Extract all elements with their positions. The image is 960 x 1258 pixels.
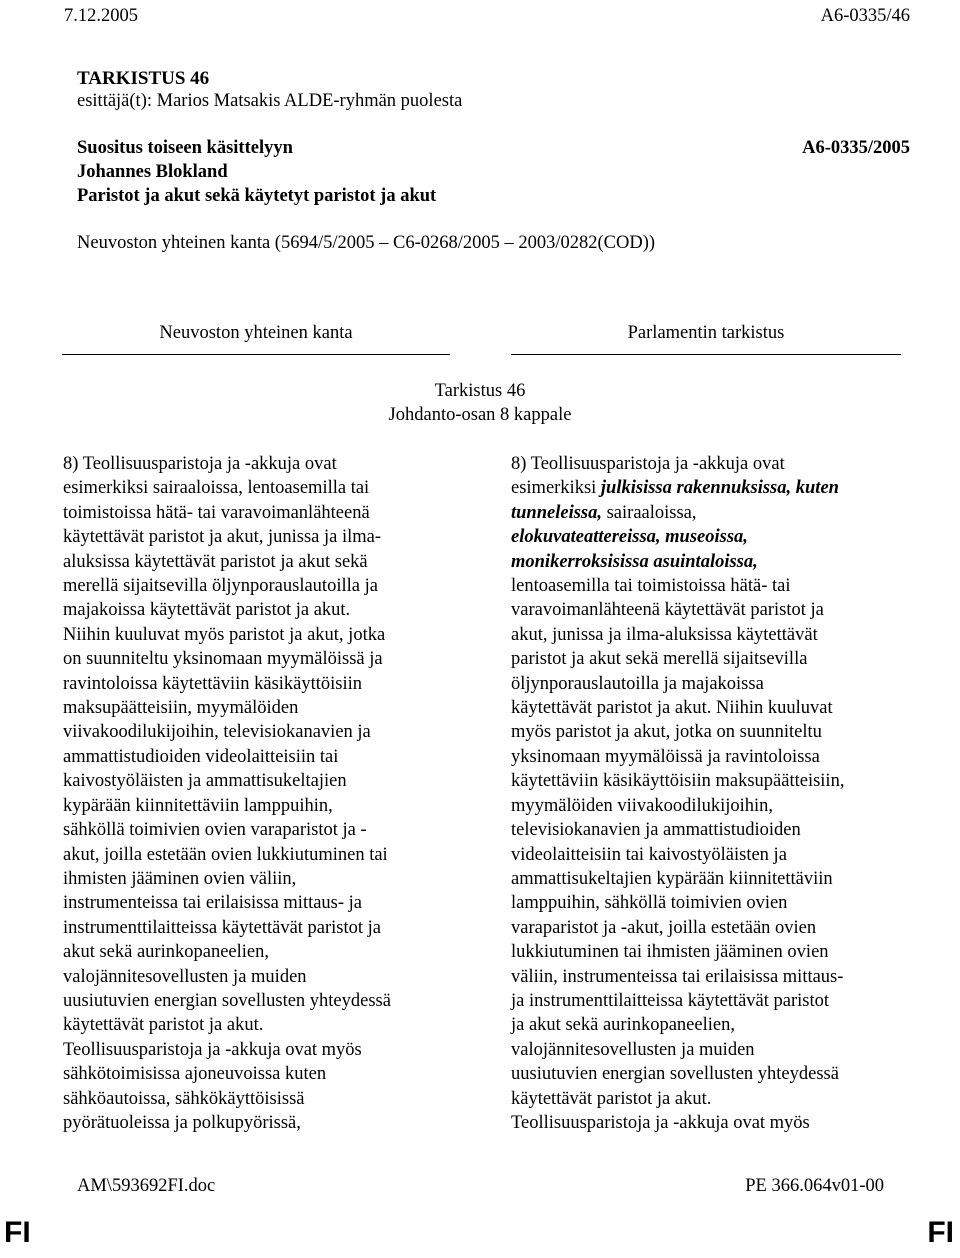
text-line: uusiutuvien energian sovellusten yhteydessä xyxy=(63,990,391,1011)
text-line: viivakoodilukijoihin, televisiokanavien ja xyxy=(63,722,371,743)
text-line: ravintoloissa käytettäviin käsikäyttöisiin xyxy=(63,673,363,694)
text-line: televisiokanavien ja ammattistudioiden xyxy=(511,820,801,841)
text-line: lukkiutuminen tai ihmisten jääminen ovien xyxy=(511,942,829,963)
amended-text: monikerroksisissa asuintaloissa, xyxy=(511,551,758,572)
language-code-left: FI xyxy=(4,1216,31,1249)
text-line: lamppuihin, sähköllä toimivien ovien xyxy=(511,893,788,914)
text-fragment: esimerkiksi xyxy=(511,478,601,499)
text-line: 8) Teollisuusparistoja ja -akkuja ovat xyxy=(511,454,785,474)
parliament-amendment-text xyxy=(511,452,844,1135)
text-line: 8) Teollisuusparistoja ja -akkuja ovat xyxy=(63,454,337,474)
text-line xyxy=(511,525,844,549)
amended-text: elokuvateattereissa, museoissa, xyxy=(511,527,748,548)
text-line: sähköllä toimivien ovien varaparistot ja - xyxy=(63,820,367,841)
text-line: aluksissa käytettävät paristot ja akut sekä xyxy=(63,551,368,572)
text-line: ihmisten jääminen ovien väliin, xyxy=(63,868,297,889)
text-line xyxy=(511,476,844,500)
text-line: videolaitteisiin tai kaivostyöläisten ja xyxy=(511,844,787,865)
report-reference: A6-0335/2005 xyxy=(802,138,910,158)
footer-document-id: AM\593692FI.doc xyxy=(77,1176,216,1196)
text-line: kaivostyöläisten ja ammattisukeltajien xyxy=(63,771,347,792)
text-fragment: sairaaloissa, xyxy=(601,502,697,523)
text-line: käytettävät paristot ja akut. xyxy=(63,1015,264,1036)
document-reference: A6-0335/46 xyxy=(820,6,910,26)
language-code-right: FI xyxy=(927,1216,954,1249)
text-line: sähkötoimisissa ajoneuvoissa kuten xyxy=(63,1064,327,1085)
text-line: akut, junissa ja ilma-aluksissa käytettävät xyxy=(511,624,818,645)
text-line: Teollisuusparistoja ja -akkuja ovat myös xyxy=(511,1112,810,1133)
amended-text: tunneleissa, xyxy=(511,502,602,523)
right-header-rule xyxy=(511,354,901,355)
left-column-header: Neuvoston yhteinen kanta xyxy=(159,323,353,343)
text-line: ammattisukeltajien kypärään kiinnitettäviin xyxy=(511,868,833,889)
text-line: varaparistot ja -akut, joilla estetään ovien xyxy=(511,917,817,938)
text-line: majakoissa käytettävät paristot ja akut. xyxy=(63,600,351,621)
text-line: käytettäviin käsikäyttöisiin maksupäätteisiin, xyxy=(511,771,845,792)
text-line: myös paristot ja akut, jotka on suunniteltu xyxy=(511,722,822,743)
amendment-number: Tarkistus 46 xyxy=(434,381,526,401)
text-line: käytettävät paristot ja akut, junissa ja ilma- xyxy=(63,527,382,548)
text-line: ammattistudioiden videolaitteisiin tai xyxy=(63,746,339,767)
text-line: käytettävät paristot ja akut. xyxy=(511,1088,712,1109)
text-line: yksinomaan myymälöissä ja ravintoloissa xyxy=(511,746,820,767)
right-column-header: Parlamentin tarkistus xyxy=(627,323,785,343)
text-line: instrumenttilaitteissa käytettävät paristot ja xyxy=(63,917,382,938)
text-line: uusiutuvien energian sovellusten yhteydessä xyxy=(511,1064,839,1085)
text-line: toimistoissa hätä- tai varavoimanlähteenä xyxy=(63,502,370,523)
text-line xyxy=(511,550,844,574)
text-line: pyörätuoleissa ja polkupyörissä, xyxy=(63,1112,301,1133)
text-line: sähköautoissa, sähkökäyttöisissä xyxy=(63,1088,305,1109)
text-line: akut sekä aurinkopaneelien, xyxy=(63,942,269,963)
left-header-rule xyxy=(62,354,450,355)
text-line: ja instrumenttilaitteissa käytettävät paristot xyxy=(511,990,830,1011)
text-line: Teollisuusparistoja ja -akkuja ovat myös xyxy=(63,1039,362,1060)
report-subject: Paristot ja akut sekä käytetyt paristot ja akut xyxy=(77,186,437,206)
text-line: kypärään kiinnitettäviin lamppuihin, xyxy=(63,795,333,816)
amendment-location: Johdanto-osan 8 kappale xyxy=(388,405,572,425)
text-line: akut, joilla estetään ovien lukkiutuminen tai xyxy=(63,844,388,865)
amendment-title: TARKISTUS 46 xyxy=(77,68,210,89)
procedure-reference: Neuvoston yhteinen kanta (5694/5/2005 – C6-0268/2005 – 2003/0282(COD)) xyxy=(77,233,656,253)
rapporteur: Johannes Blokland xyxy=(77,162,228,182)
footer-pe-number: PE 366.064v01-00 xyxy=(745,1176,884,1196)
text-line: lentoasemilla tai toimistoissa hätä- tai xyxy=(511,576,791,597)
text-line: on suunniteltu yksinomaan myymälöissä ja xyxy=(63,649,383,670)
text-line: varavoimanlähteenä käytettävät paristot ja xyxy=(511,600,824,621)
text-line: Niihin kuuluvat myös paristot ja akut, jotka xyxy=(63,624,386,645)
text-line: maksupäätteisiin, myymälöiden xyxy=(63,698,299,719)
text-line: esimerkiksi sairaaloissa, lentoasemilla tai xyxy=(63,478,370,499)
text-line: käytettävät paristot ja akut. Niihin kuuluvat xyxy=(511,698,833,719)
tabled-by: esittäjä(t): Marios Matsakis ALDE-ryhmän puolesta xyxy=(77,91,463,111)
text-line: väliin, instrumenteissa tai erilaisissa mittaus- xyxy=(511,966,844,987)
text-line: ja akut sekä aurinkopaneelien, xyxy=(511,1015,735,1036)
text-line: instrumenteissa tai erilaisissa mittaus- ja xyxy=(63,893,363,914)
text-line: myymälöiden viivakoodilukijoihin, xyxy=(511,795,774,816)
date: 7.12.2005 xyxy=(64,6,138,26)
text-line: öljynporauslautoilla ja majakoissa xyxy=(511,673,764,694)
text-line: valojännitesovellusten ja muiden xyxy=(63,966,307,987)
council-position-text xyxy=(63,452,391,1135)
text-line xyxy=(511,501,844,525)
text-line: merellä sijaitsevilla öljynporauslautoilla ja xyxy=(63,576,378,597)
report-type: Suositus toiseen käsittelyyn xyxy=(77,138,293,158)
text-line: paristot ja akut sekä merellä sijaitsevilla xyxy=(511,649,808,670)
text-line: valojännitesovellusten ja muiden xyxy=(511,1039,755,1060)
amended-text: julkisissa rakennuksissa, kuten xyxy=(600,478,839,499)
